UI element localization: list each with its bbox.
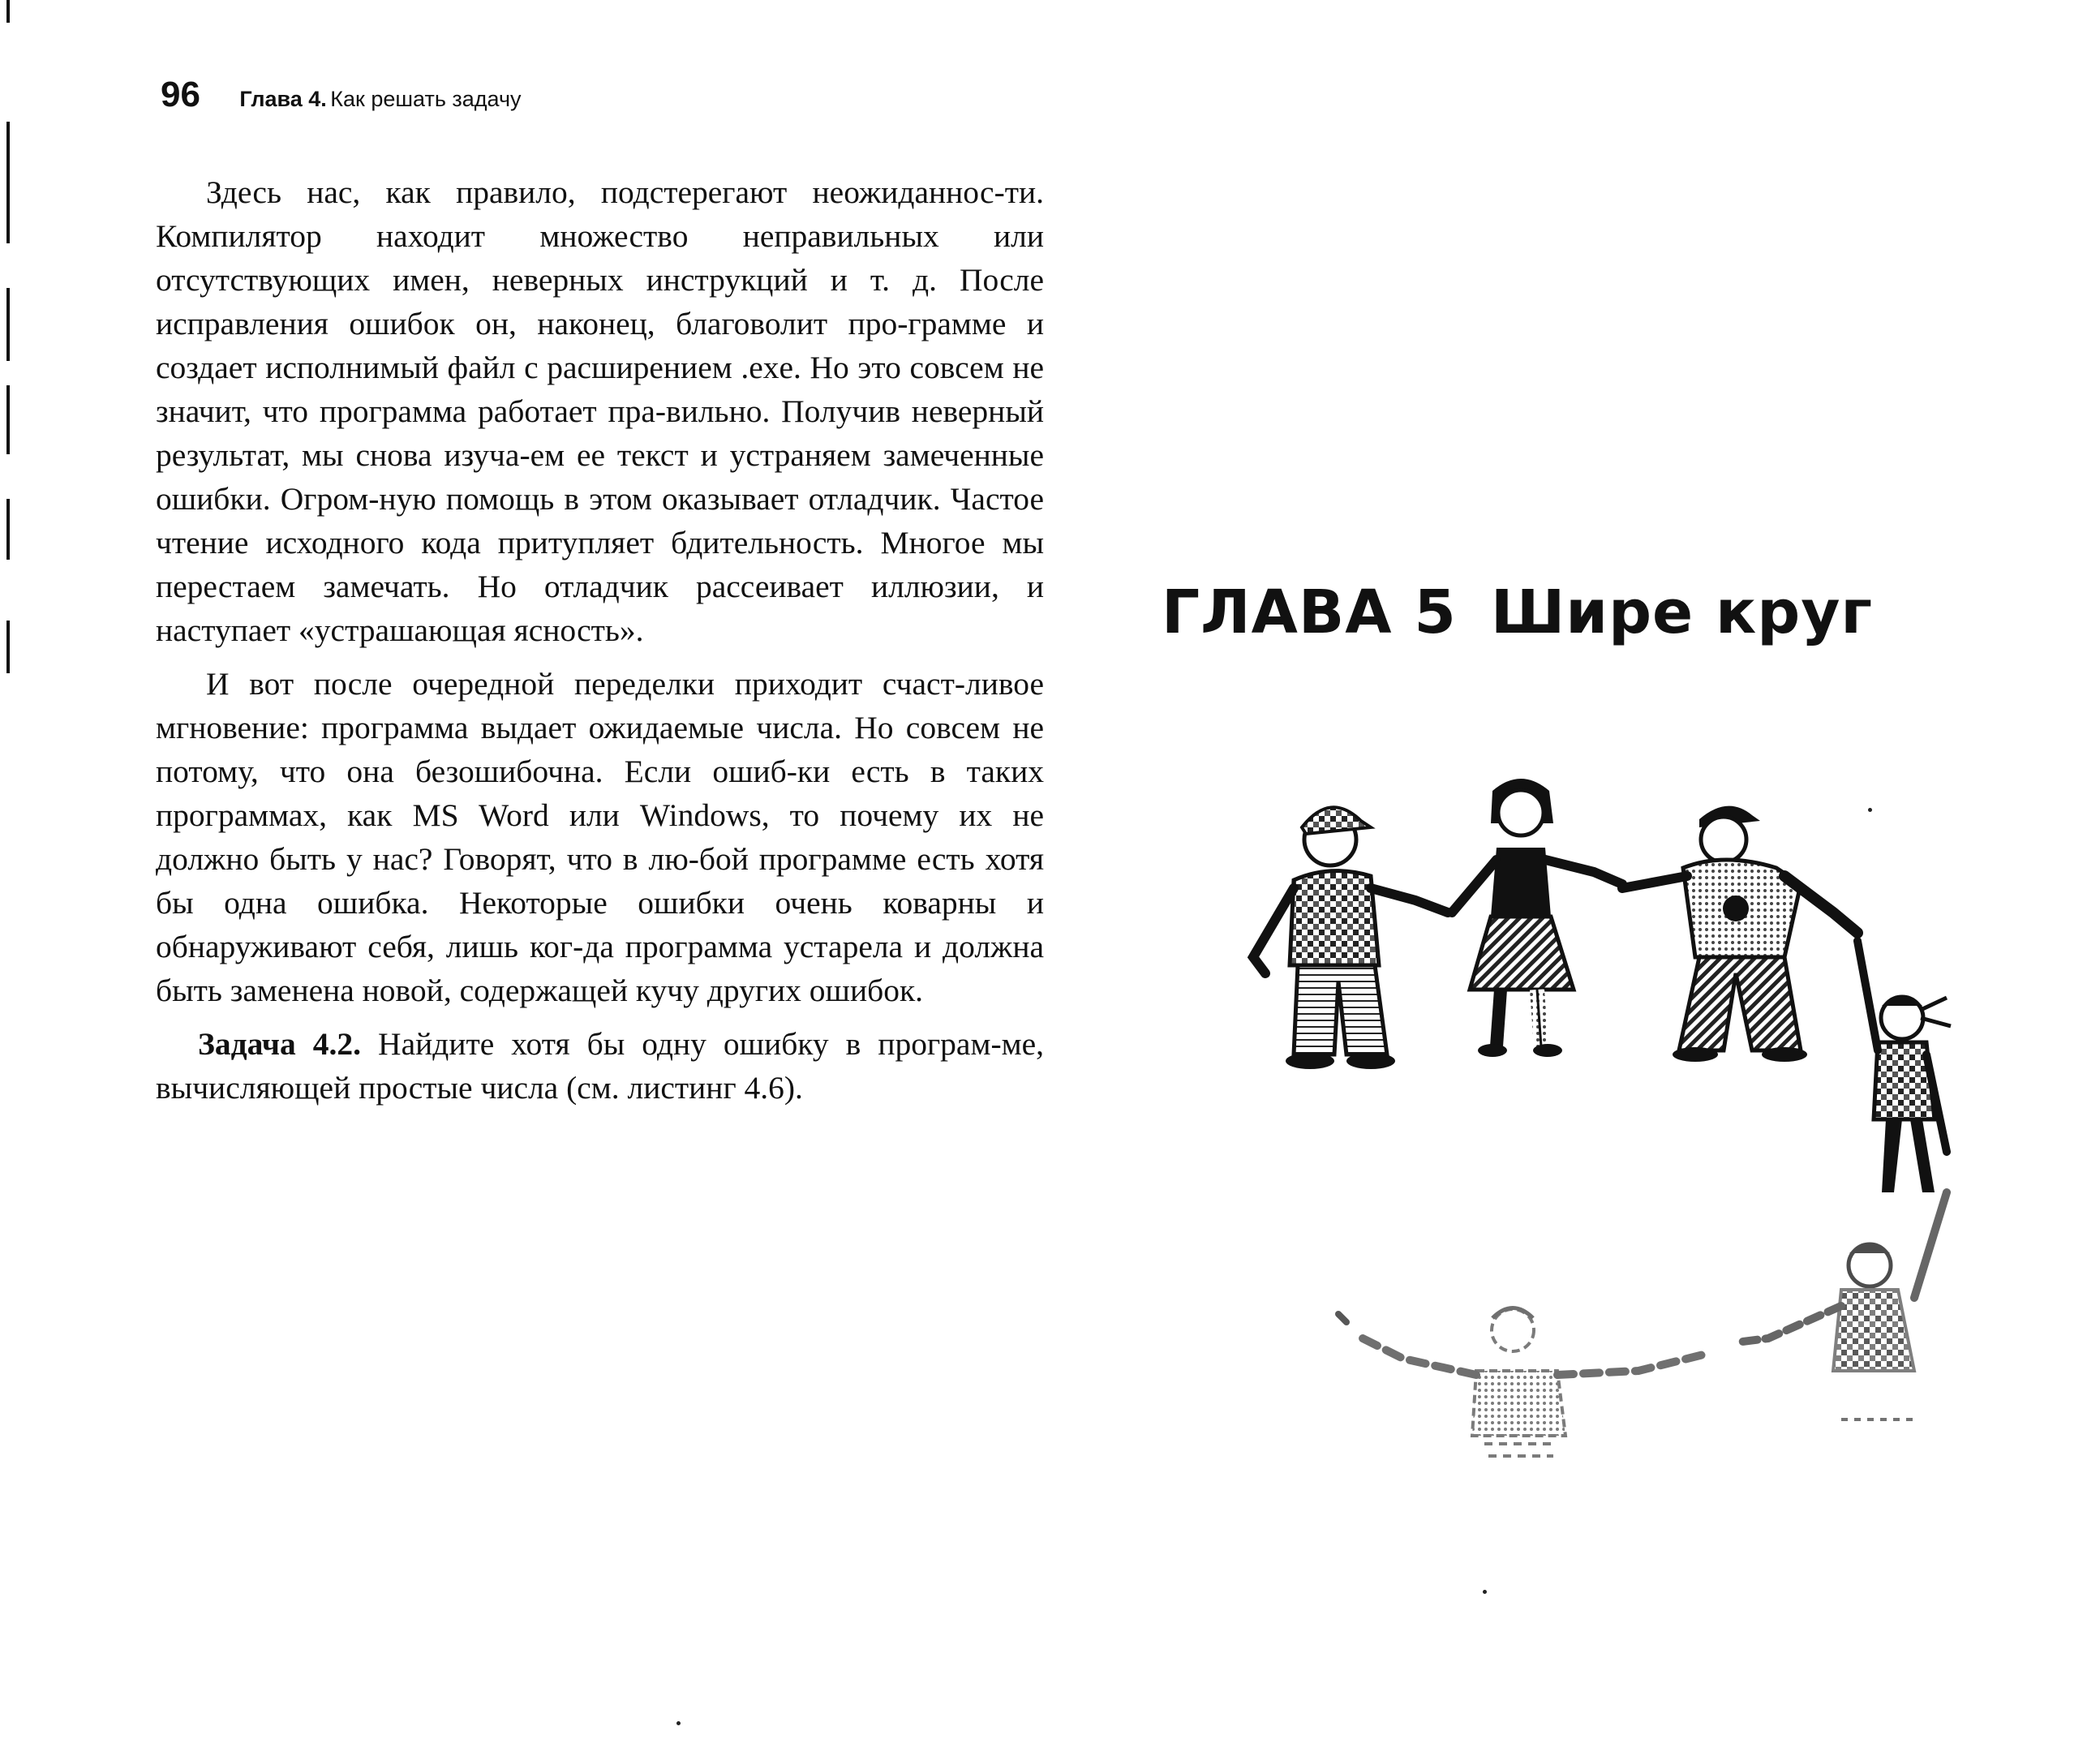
- binding-edge-mark: [6, 0, 10, 23]
- running-head-chapter-title: Как решать задачу: [330, 87, 522, 111]
- binding-edge-mark: [6, 621, 10, 673]
- stray-mark: [676, 1721, 681, 1725]
- child-figure: [1253, 807, 1448, 1069]
- running-head: [161, 75, 522, 115]
- chapter-heading-label: ГЛАВА 5: [1162, 578, 1457, 647]
- binding-edge-mark: [6, 288, 10, 361]
- task-paragraph: [156, 1022, 1044, 1110]
- child-figure: [1338, 1308, 1703, 1457]
- binding-edge-mark: [6, 499, 10, 560]
- body-paragraph: Здесь нас, как правило, подстерегают неожиданнос-ти. Компилятор находит множество неправильных или отсутствующих имен, неверных инструкций и т. д. После исправления ошибок он, наконец, благоволит про-грамме и создает исполнимый файл с расширением .exe. Но это совсем не значит, что программа работает пра-вильно. Получив неверный результат, мы снова изуча-ем ее текст и устраняем замеченные ошибки. Огром-ную помощь в этом оказывает отладчик. Частое чтение исходного кода притупляет бдительность. Многое мы перестаем замечать. Но отладчик рассеивает иллюзии, и наступает «устрашающая ясность».: [156, 174, 1044, 648]
- body-text: [156, 170, 1044, 1119]
- chapter-heading-name: Шире круг: [1490, 578, 1874, 647]
- stray-mark: [1483, 1590, 1487, 1594]
- child-figure: [1857, 941, 1951, 1192]
- binding-edge-mark: [6, 122, 10, 243]
- page-number: 96: [161, 75, 200, 114]
- stray-mark: [1868, 808, 1872, 812]
- children-circle-illustration: [1217, 771, 1979, 1582]
- chapter-heading: [1162, 578, 1873, 647]
- child-figure: [1736, 1192, 1947, 1419]
- task-label: Задача 4.2.: [198, 1026, 362, 1062]
- running-head-chapter-label: Глава 4.: [239, 87, 327, 111]
- task-text: Найдите хотя бы одну ошибку в програм-ме, вычисляющей простые числа (см. листинг 4.6).: [156, 1026, 1045, 1106]
- child-figure: [1622, 806, 1857, 1062]
- body-paragraph: И вот после очередной переделки приходит счаст-ливое мгновение: программа выдает ожидаемые числа. Но совсем не потому, что она безошибочна. Если ошиб-ки есть в таких программах, как MS Word или Windows, то почему их не должно быть у нас? Говорят, что в лю-бой программе есть хотя бы одна ошибка. Некоторые ошибки очень коварны и обнаруживают себя, лишь ког-да программа устарела и должна быть заменена новой, содержащей кучу других ошибок.: [156, 666, 1044, 1008]
- binding-edge-mark: [6, 385, 10, 454]
- child-figure: [1452, 779, 1622, 1057]
